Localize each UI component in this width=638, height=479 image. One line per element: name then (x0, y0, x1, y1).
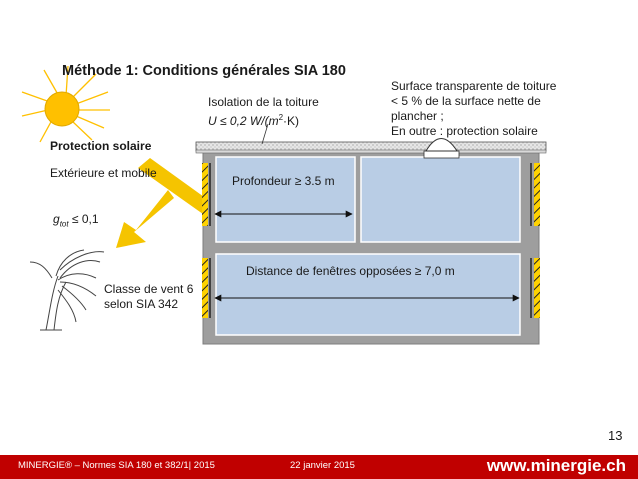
wind-class-line2: selon SIA 342 (104, 297, 179, 311)
slide-title: Méthode 1: Conditions générales SIA 180 (62, 63, 346, 79)
skylight-note (391, 79, 556, 139)
roof-insulation-line1: Isolation de la toiture (208, 95, 319, 109)
skylight-note-line4: En outre : protection solaire (391, 124, 538, 138)
wind-class-label (104, 282, 193, 312)
roof-insulation-layer (196, 142, 546, 151)
skylight-note-line3: plancher ; (391, 109, 444, 123)
page-number: 13 (608, 428, 623, 443)
roof-insulation-line2 (208, 110, 319, 129)
skylight-dome (424, 139, 459, 159)
footer-url-link[interactable]: www.minergie.ch (486, 456, 626, 475)
wind-tree-icon (30, 250, 104, 330)
sun-protection-type: Extérieure et mobile (50, 166, 157, 180)
footer-bar (0, 455, 638, 479)
room-upper-left (216, 157, 355, 242)
skylight-note-line1: Surface transparente de toiture (391, 79, 557, 93)
g-rest: ≤ 0,1 (68, 212, 99, 226)
skylight-note-line2: < 5 % de la surface nette de (391, 94, 541, 108)
sun-protection-title: Protection solaire (50, 139, 152, 153)
roof-u-suffix: ·K) (283, 114, 300, 128)
footer-date: 22 janvier 2015 (290, 460, 355, 471)
footer-left-text: MINERGIE® – Normes SIA 180 et 382/1| 2015 (18, 460, 215, 471)
room-upper-right (361, 157, 520, 242)
roof-u-exponent: 2 (278, 113, 284, 122)
g-symbol: g (53, 212, 60, 226)
g-subscript: tot (59, 219, 69, 229)
g-value-label (53, 212, 99, 231)
wind-class-line1: Classe de vent 6 (104, 282, 194, 296)
roof-u-prefix: U ≤ 0,2 W/(m (208, 114, 279, 128)
roof-insulation-label (208, 95, 319, 129)
roof-membrane (196, 150, 546, 153)
depth-label: Profondeur ≥ 3.5 m (232, 174, 335, 188)
distance-label: Distance de fenêtres opposées ≥ 7,0 m (246, 264, 455, 278)
